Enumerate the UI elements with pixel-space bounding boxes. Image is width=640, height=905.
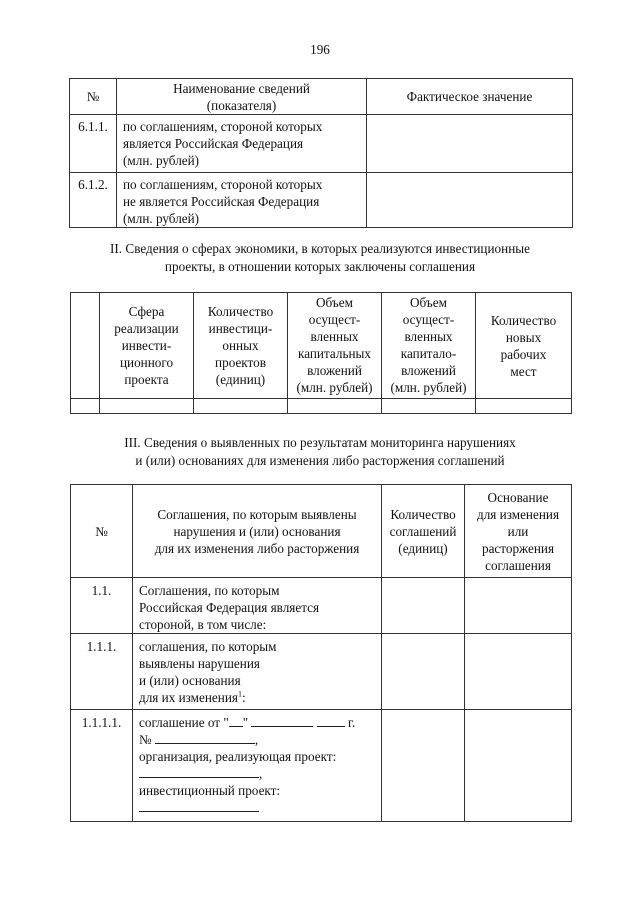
agreement-template [133,710,382,822]
header-actual-value: Фактическое значение [367,79,573,115]
organization-blank [139,765,259,778]
cell [288,399,382,414]
row-value [367,115,573,173]
row-num: 1.1.1. [71,634,133,710]
page-number: 196 [310,42,330,57]
header-new-jobs: Количество новых рабочих мест [476,293,572,399]
section-3-title: III. Сведения о выявленных по результатам мониторинга нарушениях и (или) основаниях для изменения либо расторжения соглашений [124,435,516,468]
year-suffix: г. [348,715,356,730]
header-projects-count: Количество инвестици- онных проектов (единиц) [194,293,288,399]
row-text: соглашения, по которым выявлены нарушения и (или) основания для их изменения [139,639,277,705]
month-blank [251,714,313,727]
cell [100,399,194,414]
cell [194,399,288,414]
row-name: по соглашениям, стороной которых не является Российская Федерация (млн. рублей) [117,173,367,228]
agreement-number-line [139,731,381,748]
cell [476,399,572,414]
organization-label: организация, реализующая проект: [139,749,337,764]
agreement-date-prefix: соглашение от " [139,715,229,730]
organization-line [139,765,381,782]
row-value [367,173,573,228]
row-text-suffix: : [241,690,246,705]
project-blank [139,799,259,812]
cell [71,399,100,414]
header-agreements: Соглашения, по которым выявлены нарушения и (или) основания для их изменения либо расторжения [133,485,382,578]
table-row [71,399,572,414]
table-violations [70,484,572,822]
row-num: 1.1.1.1. [71,710,133,822]
section-2-title: II. Сведения о сферах экономики, в которых реализуются инвестиционные проекты, в отношении которых заключены соглашения [110,241,530,274]
table-row [70,173,573,228]
row-name: по соглашениям, стороной которых является Российская Федерация (млн. рублей) [117,115,367,173]
number-sign: № [139,732,152,747]
row-num: 6.1.2. [70,173,117,228]
cell [382,399,476,414]
header-sphere: Сфера реализации инвести- ционного проекта [100,293,194,399]
header-capital-investments-2: Объем осущест- вленных капитало- вложений (млн. рублей) [382,293,476,399]
agreement-date-line [139,714,381,731]
day-blank [229,714,243,727]
row-num: 6.1.1. [70,115,117,173]
table-row [71,710,572,822]
footnote-mark: 1 [237,689,242,699]
year-blank [317,714,345,727]
header-capital-investments: Объем осущест- вленных капитальных вложений (млн. рублей) [288,293,382,399]
header-grounds: Основание для изменения или расторжения соглашения [465,485,572,578]
header-agreements-count: Количество соглашений (единиц) [382,485,465,578]
row-text: Соглашения, по которым Российская Федерация является стороной, в том числе: [133,578,382,634]
comma: , [254,732,259,747]
header-num: № [71,485,133,578]
project-label: инвестиционный проект: [139,783,281,798]
row-text-cell [133,634,382,710]
table-indicators [69,78,573,228]
header-num: № [70,79,117,115]
table-row [71,578,572,634]
comma: , [259,766,263,781]
header-indicator-name: Наименование сведений (показателя) [117,79,367,115]
table-row [70,115,573,173]
project-line [139,799,381,816]
header-num [71,293,100,399]
quote-mark: " [242,715,249,730]
number-blank [155,731,255,744]
table-economic-spheres [70,292,572,414]
table-row [71,634,572,710]
row-num: 1.1. [71,578,133,634]
